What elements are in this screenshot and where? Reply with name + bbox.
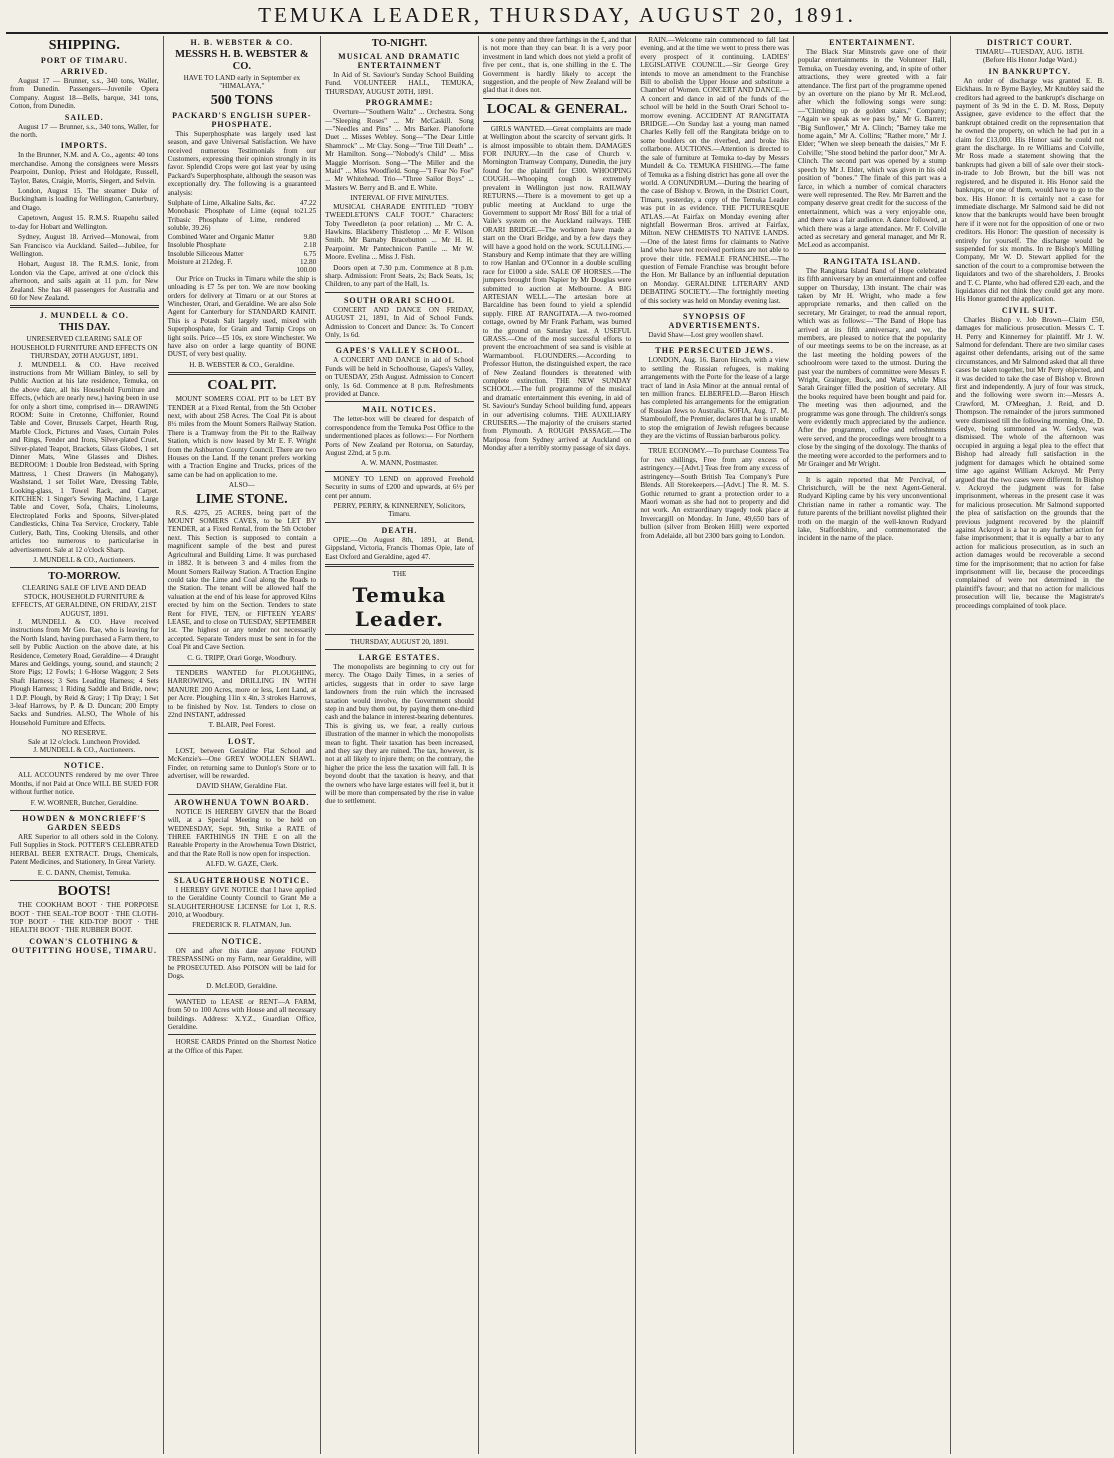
london-text: London, August 15. The steamer Duke of Buckingham is loading for Wellington, Canterbury, and Otago.: [10, 187, 159, 212]
seeds-body: ARE Superior to all others sold in the Colony. Full Supplies in Stock. POTTER'S CELEBRATED HERBAL BEER EXTRACT. Drugs, Chemicals, Patent Medicines, and Stationery, In Great Variety.: [10, 833, 159, 867]
masthead-rule: [6, 32, 1108, 34]
bankruptcy-heading: IN BANKRUPTCY.: [988, 66, 1072, 76]
webster-firm: H. B. WEBSTER & CO.: [190, 38, 294, 47]
imports-text: In the Brunner, N.M. and A. Co., agents: 40 tons merchandise. Among the consignees were Messrs Pearpoint, Dunlop, Priest and Holdgate, Russell, Taylor, Bates, Craigie, Morris, Siegert, and Selvin.: [10, 151, 159, 185]
auction2-no-reserve: NO RESERVE.: [61, 729, 107, 738]
money-signature: PERRY, PERRY, & KINNERNEY, Solicitors, Timaru.: [333, 502, 466, 519]
death-heading: DEATH.: [381, 525, 418, 535]
analysis-table: [168, 199, 317, 275]
divider: [10, 567, 159, 568]
coal-heading: COAL PIT.: [207, 378, 277, 394]
boots-body: THE COOKHAM BOOT · THE PORPOISE BOOT · THE SEAL-TOP BOOT · THE CLOTH-TOP BOOT · THE KID-TOP BOOT · THE HEALTH BOOT · THE RUBBER BOOT.: [10, 901, 159, 935]
misc-body: It is again reported that Mr Percival, of Christchurch, will be the next Agent-General. Rudyard Kipling came by his very unconventional Christian name in rather a romantic way. The future parents of the brilliant novelist plighted their troth on the margin of the well-known Rudyard lake, Staffordshire, and commemorated the incident in the name of the place.: [797, 475, 947, 543]
port-heading: PORT OF TIMARU.: [40, 56, 128, 65]
analysis-row: Insoluble Phosphate 2.18: [167, 241, 317, 250]
court-judge: (Before His Honor Judge Ward.): [982, 56, 1077, 65]
court-body1: An order of discharge was granted E. B. Eickhaus. In re Byrne Bayley, Mr Knubley said the creditors had agreed to the bankrupt's discharge on payment of 3s 9d in the £. D. M. Ross, Deputy Assignee, gave evidence to the effect that the bankrupt obtained credit on the representation that he owned the property, on which he had put in a claim for £13,000. His Honor said he could not grant the discharge. In re Williams and Colville, Mr Ross made a statement showing that the bankrupts had given a bill of sale over their stock-in-trade to Job Brown, but the bill was not registered, and he disputed it. His Honor said the bankrupts, or one of them, would have to go to the box. His Honor: It is certainly not a case for immediate discharge. Mr Salmond said he did not know that the bankrupts would have been brought here if it were not for the opposition of one or two creditors. His Honor: The question of necessity is entirely for yourself. The discharge would be suspended for six months. In re Bishop's Milling Company, Mr W. D. Stewart applied for the sanction of the court to a compromise between the liquidators and two of the shareholders, J. Brooks and T. C. Plante, who had offered £20 each, and the liquidators did not think they could get any more. His Honor granted the application.: [955, 76, 1105, 304]
mail-signature: A. W. MANN, Postmaster.: [361, 459, 438, 468]
divider: [10, 305, 159, 308]
webster-heading: MESSRS H. B. WEBSTER & CO.: [175, 49, 309, 72]
divider: [640, 308, 789, 309]
notice2-signature: D. McLEOD, Geraldine.: [206, 982, 278, 991]
divider: [798, 472, 947, 473]
column-6: [794, 36, 952, 1454]
notice-signature: F. W. WORNER, Butcher, Geraldine.: [30, 798, 138, 807]
lost-signature: DAVID SHAW, Geraldine Flat.: [196, 782, 288, 791]
lost-heading: LOST.: [227, 736, 256, 746]
programme-heading: PROGRAMME:: [365, 98, 434, 108]
gapes-body: A CONCERT AND DANCE in aid of School Funds will be held in Schoolhouse, Gapes's Valley, on TUESDAY, 25th August. Admission to Concert only, 1s 6d. Commence at 8 p.m. Refreshments provided at Dance.: [325, 356, 474, 398]
auction1-heading: THIS DAY.: [58, 322, 110, 334]
boots-signature: COWAN'S CLOTHING & OUTFITTING HOUSE, TIMARU.: [11, 936, 157, 955]
orari-heading: SOUTH ORARI SCHOOL: [343, 295, 455, 305]
coal-body: MOUNT SOMERS COAL PIT to be LET BY TENDER at a Fixed Rental, from the 5th October next, with about 258 Acres. The Coal Pit is about 8½ miles from the Mount Somers Railway Station. There is a Tramway from the Pit to the Railway Station, which is now leased by Mr E. F. Wright from the Ashburton County Council. There are two Houses on the Land. If the tenant prefers working with a Traction Engine and Trucks, prices of the same can be had on application to me.: [167, 395, 317, 479]
analysis-row: Sulphate of Lime, Alkaline Salts, &c. 47.22: [167, 199, 317, 208]
programme-list: Overture—"Southern Waltz" ... Orchestra. Song—"Sleeping Roses" ... Mr McCaskill. Song—"Needles and Pins" ... Mrs Barker. Pianoforte Duet ... Misses Webley. Song—"The Dear Little Shamrock" ... Mr Clay. Song—"True Till Death" ... Mr Hamilton. Song—"Nobody's Child" ... Miss Maggie Morrison. Song—"The Miller and the Maid" ... Miss Woodfield. Song—"I Fear No Foe" ... Mr Whitehead. Trio—"Three Sailor Boys" ... Masters W. Berry and B. and E. White.: [325, 108, 474, 192]
masthead-title: TEMUKA LEADER, THURSDAY, AUGUST 20, 1891.: [258, 3, 856, 27]
the-label: THE: [392, 570, 407, 579]
arrived-text: August 17 — Brunner, s.s., 340 tons, Waller, from Dunedin. Passengers—Juvenile Opera Company. August 18—Bells, barque, 341 tons, Cotton, from Dunedin.: [10, 77, 159, 111]
divider: [325, 401, 474, 402]
divider: [325, 634, 474, 635]
auction1-body: J. MUNDELL & CO. Have received instructions from Mr William Binley, to sell by Public Auction at his late residence, Temuka, on the above date, all his Household Furniture and Effects, (which are nearly new,) having been in use for only a short time, comprised in— DRAWING ROOM: Suite in Cretonne, Chiffonier, Round Table and Cover, Brussels Carpet, Hearth Rug, Marble Clock, Pictures and Vases, Curtain Poles and Rings, Fender and Irons, Silver-plated Cruet, Silver-plated Teapot, Brackets, Glass Globes, 1 set Dinner Mats, Wine Glasses and Dishes. BEDROOM: 1 Double Iron Bedstead, with Spring Mattress, 1 Chest Drawers (in Mahogany), Washstand, 1 set Toilet Ware, Dressing Table, Looking-glass, 1 Towel Rack, and Carpet. KITCHEN: 1 Singer's Sewing Machine, 1 Large Table and Cover, Sofa, Chairs, Linoleums, Electroplated Forks and Spoons, Silver-plated Candlesticks, China Tea Service, Crockery, Table Cutlery, Bath, Tins, Cooking Utensils, and other articles too numerous to particularise in advertisement. Sale at 12 o'clock Sharp.: [10, 360, 159, 554]
auction2-sale: Sale at 12 o'clock. Luncheon Provided.: [28, 737, 141, 746]
gapes-heading: GAPES'S VALLEY SCHOOL.: [335, 346, 464, 356]
webster-product: PACKARD'S ENGLISH SUPER-PHOSPHATE.: [172, 110, 312, 129]
divider: [168, 733, 317, 734]
doors-text: Doors open at 7.30 p.m. Commence at 8 p.m. sharp. Admission: Front Seats, 2s; Back Seats, 1s; Children, to any part of the Hall, 1s.: [325, 263, 474, 289]
analysis-row: Insoluble Siliceous Matter 6.75: [167, 249, 317, 258]
divider: [325, 564, 474, 567]
lime-heading: LIME STONE.: [196, 491, 288, 507]
slaughter-signature: FREDERICK R. FLATMAN, Jun.: [192, 921, 292, 930]
divider: [168, 1034, 317, 1035]
rangitata-heading: RANGITATA ISLAND.: [823, 256, 922, 266]
horse-cards-body: HORSE CARDS Printed on the Shortest Notice at the Office of this Paper.: [167, 1038, 317, 1055]
sailed-heading: SAILED.: [64, 112, 104, 122]
analysis-total: 100.00: [296, 266, 317, 275]
webster-tons: 500 TONS: [210, 92, 273, 108]
estates-heading: LARGE ESTATES.: [358, 652, 441, 662]
mail-body: The letter-box will be cleared for despatch of correspondence from the Temuka Post Office to the undermentioned places as follows:— For Northern Ports of New Zealand per Rotorua, on Saturday, August 22nd, at 5 p.m.: [325, 415, 474, 458]
divider: [10, 880, 159, 881]
notice2-heading: NOTICE.: [221, 936, 263, 946]
hobart-text: Hobart, August 18. The R.M.S. Ionic, from London via the Cape, arrived at one o'clock this afternoon, and sails again at 11 p.m. for New Zealand. She has 48 passengers for Australia and 60 for New Zealand.: [10, 260, 159, 302]
column-1: [6, 36, 164, 1454]
charade-text: MUSICAL CHARADE ENTITLED "TOBY TWEEDLETON'S CALF TOOT." Characters: Toby Tweedleton (a poor relation) ... Mr C. A. Hawkins. Blackberry Thistletop ... Mr F. Wilson Smith. Mr Barnaby Bracebutton ... Mr H. H. Pearpoint. Mr Pantechnicon Pantile ... Mr W. Moore. Evelina ... Miss J. Fish.: [325, 202, 474, 262]
court-date: TIMARU—TUESDAY, AUG. 18TH.: [975, 48, 1084, 56]
civil-suit-heading: CIVIL SUIT.: [1001, 305, 1058, 315]
estates-continued: s one penny and three farthings in the £, and that is not more than they can bear. It is a very poor investment in land which does not yield a profit of five per cent., that is, one shilling in the £. The Government is hardly likely to accept the suggestion, and the people of New Zealand will be glad that it does not.: [482, 36, 632, 95]
webster-body2: Our Price on Trucks in Timaru while the ship is unloading is £7 5s per ton. We are now booking orders for delivery at Timaru or at our Stores at Winchester, Orari, and Geraldine. We are also Sole Agent for Canterbury for STANDARD KAINIT. This is a Potash Salt largely used, mixed with Superphosphate, for Grain and Turnip Crops on light soils. Price—£5 10s, ex store Winchester. We have also on order a large quantity of BONE DUST, of very best quality.: [167, 274, 317, 359]
paper-title: Temuka Leader.: [352, 582, 447, 631]
local-general-heading: LOCAL & GENERAL.: [486, 101, 628, 117]
jews-body: LONDON, Aug. 16. Baron Hirsch, with a view to settling the Russian refugees, is making arrangements with the Porte for the lease of a large tract of land in Asia Minor at the annual rental of ten million francs. ELBERFELD.—Baron Hirsch has completed his arrangements for the emigration of Russian Jews to Australia. SOFIA, Aug. 17. M. Stambouloff, the Premier, declares that he is unable to stop the emigration of Jewish refugees because they are the victims of Russian barbarous policy.: [640, 356, 789, 441]
divider: [325, 292, 474, 293]
also-label: ALSO—: [228, 481, 255, 490]
synopsis-heading: SYNOPSIS OF ADVERTISEMENTS.: [668, 312, 761, 330]
analysis-row: Monobasic Phosphate of Lime (equal to Tribasic Phosphate of Lime, rendered soluble, 39.26) 21.25: [167, 207, 317, 233]
divider: [483, 121, 632, 122]
divider: [168, 994, 317, 995]
webster-body1: This Superphosphate was largely used last season, and gave Universal Satisfaction. We have received numerous Testimonials from our Customers, expressing their opinion strongly in its favor. Splendid Crops were got last year by using Packard's Superphosphate, although the season was exceptionally dry. The following is a guaranteed analysis:: [167, 129, 317, 197]
notice2-body: ON and after this date anyone FOUND TRESPASSING on my Farm, near Geraldine, will be PROSECUTED. Also POISON will be laid for Dogs.: [167, 946, 317, 980]
auction2-signature: J. MUNDELL & CO., Auctioneers.: [33, 746, 136, 755]
seeds-signature: E. C. DANN, Chemist, Temuka.: [37, 868, 131, 877]
auction1-signature: J. MUNDELL & CO., Auctioneers.: [33, 555, 136, 564]
interval-label: INTERVAL OF FIVE MINUTES.: [350, 194, 449, 203]
court-body2: Charles Bishop v. Job Brown—Claim £50, damages for malicious prosecution. Messrs C. T. H. Perry and Kinnerney for plaintiff. Mr J. W. Salmond for defendant. There are two similar cases against other defendants, arising out of the same circumstances, and Mr Salmond asked that all three cases be taken together, but Mr Perry objected, and it was decided to take the case of Bishop v. Brown first and independently. A jury of four was struck, and the following were sworn in:—Messrs A. Crawford, M. O'Meeghan, J. Reid, and D. Thompson. The remainder of the jurors summoned were dismissed till the following morning. One, D. Gedye, being summoned as W. Gedye, was dismissed. The whole of the afternoon was occupied in arguing a legal plea to the effect that Bishop had already full satisfaction in the judgment for damages which he obtained some time ago against William Ackroyd. Mr Perry argued that the two cases were different. In Bishop v. Ackroyd the judgment was for false imprisonment, whereas in the present case it was for malicious prosecution. Mr Salmond supported the plea of satisfaction on the grounds that the previous judgment recovered by the plaintiff against Ackroyd is a bar to any further action for false imprisonment; that it is equally a bar to any action for malicious prosecution, as in such an action damages would be recoverable a second time for the imprisonment; that no action for false imprisonment will lie, because the proceedings complained of were not determined in the plaintiff's favour; and that no action for malicious prosecution will lie, because the Magistrate's proceedings complained of took place.: [955, 315, 1105, 610]
column-7: [951, 36, 1108, 1454]
masthead: [0, 0, 1114, 34]
auction2-title: CLEARING SALE OF LIVE AND DEAD STOCK, HOUSEHOLD FURNITURE & EFFECTS, AT GERALDINE, ON FRIDAY, 21ST AUGUST, 1891.: [11, 584, 157, 618]
sydney-text: Sydney, August 18. Arrived—Monowai, from San Francisco via Auckland. Sailed—Jubilee, for Wellington.: [10, 233, 159, 258]
divider: [168, 872, 317, 873]
lime-signature: C. G. TRIPP, Orari Gorge, Woodbury.: [187, 653, 297, 662]
shipping-heading: SHIPPING.: [48, 38, 120, 53]
tender-body: TENDERS WANTED for PLOUGHING, HARROWING, and DRILLING IN WITH MANURE 200 Acres, more or less, Lent Land, at per Acre. Ploughing 11in x 4in, 3 strokes Harrows, to be finished by Nov. 1st. Tenders to close on 22nd INSTANT, addressed: [167, 668, 317, 719]
boots-heading: BOOTS!: [57, 884, 111, 900]
ads-body: TRUE ECONOMY.—To purchase Countess Tea for two shillings, Free from any excess of astringency.—[Advt.] Teas free from any excess of astringency—South British Tea Company's Pure Blends. All Storekeepers.—[Advt.] The R. M. S. Gothic returned to grant a protection order to a Maori woman as she had not to property and did not work. An extraordinary tragedy took place at Invercargill on Monday. In June, 49,650 bars of bullion (silver from Broken Hill) were exported from Adelaide, all but 2300 bars going to London.: [640, 447, 789, 540]
column-3: [321, 36, 479, 1454]
notice-body: ALL ACCOUNTS rendered by me over Three Months, if not Paid at Once WILL BE SUED FOR without further notice.: [10, 771, 159, 797]
divider: [10, 810, 159, 811]
capetown-text: Capetown, August 15. R.M.S. Ruapehu sailed to-day for Hobart and Wellington.: [10, 214, 159, 231]
slaughter-body: I HEREBY GIVE NOTICE that I have applied to the Geraldine County Council to Grant Me a SLAUGHTERHOUSE LICENSE for Lot 1, R.S. 2010, at Woodbury.: [167, 885, 317, 919]
webster-intro: HAVE TO LAND early in September ex "HIMALAYA,": [183, 74, 301, 91]
divider: [325, 649, 474, 650]
death-body: OPIE.—On August 8th, 1891, at Bend, Gippsland, Victoria, Francis Thomas Opie, late of East Oxford and Geraldine, aged 47.: [325, 535, 474, 561]
divider: [168, 665, 317, 666]
column-4: [479, 36, 637, 1454]
arrived-heading: ARRIVED.: [60, 67, 108, 76]
tender-signature: T. BLAIR, Peel Forest.: [208, 721, 276, 730]
mail-heading: MAIL NOTICES.: [362, 405, 437, 415]
tonight-subheading: MUSICAL AND DRAMATIC ENTERTAINMENT: [338, 52, 461, 70]
money-body: MONEY TO LEND on approved Freehold Security in sums of £200 and upwards, at 6½ per cent per annum.: [325, 474, 474, 500]
auction-firm: J. MUNDELL & CO.: [39, 311, 129, 321]
entertainment-heading: ENTERTAINMENT.: [829, 38, 916, 47]
divider: [168, 794, 317, 795]
divider: [168, 372, 317, 375]
divider: [483, 98, 632, 99]
synopsis-body: David Shaw—Lost grey woollen shawl.: [648, 331, 764, 339]
auction1-title: UNRESERVED CLEARING SALE OF HOUSEHOLD FURNITURE AND EFFECTS ON THURSDAY, 20TH AUGUST, 1891.: [10, 335, 158, 361]
court-heading: DISTRICT COURT.: [986, 38, 1073, 47]
divider: [640, 342, 789, 343]
seeds-heading: HOWDEN & MONCRIEFF'S GARDEN SEEDS: [22, 814, 147, 833]
divider: [10, 757, 159, 758]
entertainment-body: The Black Star Minstrels gave one of their popular entertainments in the Volunteer Hall, Temuka, on Tuesday evening, and, in spite of other attractions, they were greeted with a fair attendance. The first part of the programme opened by an overture on the piano by Mr R. McLeod, after which the following songs were sung:—"Climbing up de golden stairs," Company; "Again we speak as we pass by," Mr G. Barrett; "Big Sunflower," Mr A. Clinch; "Barney take me home again," Mr A. Collins; "Rather more," Mr J. Elder; "When we sleep beneath the daisies," Mr F. Colville; "She stood behind the parlor door," Mr A. Clinch. The second part was opened by a stump speech by Mr J. Elder, which was given in his old position of "bones." The finale of this part was a farce, in which a number of comical characters were well represented. The Rev. Mr Barrett and the company deserve great credit for the success of the entertainment, which was a very enjoyable one, and there was a fair audience. A dance followed, at which there was a large attendance. Mr F. Colville acted as secretary and general manager, and Mr R. McLeod as accompanist.: [797, 48, 947, 250]
analysis-row: Combined Water and Organic Matter 9.80: [167, 232, 317, 241]
rangitata-body: The Rangitata Island Band of Hope celebrated its fifth anniversary by an entertainment and coffee supper on Thursday, 13th instant. The chair was taken by Mr H. Wright, who made a few appropriate remarks, and then called on the secretary, Mr Grainger, to read the annual report, which was as follows:—"The Band of Hope has arrived at its fifth anniversary, and we, the members, are pleased to notice that the popularity of our meetings seems to be on the increase, as at the last meeting the holding powers of the schoolroom were taxed to the utmost. During the past year the numbers of committee were Messrs F. Wright, Grainger, Buck, and Watts, while Miss Sarah Grainger filled the position of secretary. All the books required have been bought and paid for. The meeting was then adjourned, and the programme was gone through. The children's songs were evidently much appreciated by the audience. After the programme, coffee and refreshments were served, and the proceedings were brought to a close by the singing of the doxology. The thanks of the meeting were accorded to the performers and to Mr Grainger and Mr Wright.: [797, 266, 947, 469]
estates-body: The monopolists are beginning to cry out for mercy. The Otago Daily Times, in a series of articles, suggests that in order to save large landowners from the ruin which the increased taxation would involve, the Government should step in and buy them out, by paying them one-third cash and the balance in interest-bearing debentures. This is giving us, we fear, a really curious illustration of the manner in which the monopolists mean to fight. Their taxation has been increased, and they say they are ruined. The tax, however, is not at all likely to injure them; on the contrary, the higher the price the less the taxation will fall. It is beyond doubt that the taxation is heavy, and that the owners who have large estates will feel it, but it will be more than compensated by the rise in value due to settlement.: [325, 662, 474, 806]
lost-body: LOST, between Geraldine Flat School and McKenzie's—One GREY WOOLLEN SHAWL. Finder, on returning same to Dunlop's Store or to advertiser, will be rewarded.: [167, 746, 317, 781]
divider: [798, 253, 947, 254]
board-heading: AROWHENUA TOWN BOARD.: [174, 797, 310, 807]
webster-signature: H. B. WEBSTER & CO., Geraldine.: [189, 360, 295, 369]
divider: [168, 933, 317, 934]
wanted-body: WANTED to LEASE or RENT—A FARM, from 50 to 100 Acres with House and all necessary buildings. Address: X.Y.Z., Guardian Office, Geraldine.: [167, 997, 317, 1031]
divider: [325, 522, 474, 523]
divider: [640, 443, 789, 444]
tonight-body: In Aid of St. Saviour's Sunday School Building Fund. VOLUNTEER HALL, TEMUKA, THURSDAY, AUGUST 20TH, 1891.: [325, 71, 474, 96]
divider: [325, 471, 474, 472]
notice-heading: NOTICE.: [64, 761, 105, 771]
imports-heading: IMPORTS.: [60, 141, 108, 151]
column-2: [164, 36, 322, 1454]
orari-body: CONCERT AND DANCE ON FRIDAY, AUGUST 21, 1891, In Aid of School Funds. Admission to Concert and Dance: 3s. To Concert Only, 1s 6d.: [325, 305, 474, 339]
news-body: RAIN.—Welcome rain commenced to fall last evening, and at the time we went to press there was every prospect of it continuing. LADIES' LEGISLATIVE COUNCIL.—Sir George Grey intends to move an amendment to the Franchise Bill to abolish the Upper House and substitute a Chamber of Women. CONCERT AND DANCE.—A concert and dance in aid of the funds of the school will be held in the South Orari School to-morrow evening. ACCIDENT AT RANGITATA BRIDGE.—On Sunday last a young man named Charles Kelly fell off the Rangitata bridge on to some boulders on the riverbed, and broke his collarbone. AUCTIONS.—Attention is directed to the sale of furniture at Temuka to-day by Messrs Mundell & Co. TEMUKA FISHING.—The fame of Temuka as a fishing district has gone all over the world. A CONUNDRUM.—During the hearing of the case of Bishop v. Brown, in the District Court, Timaru, yesterday, a copy of the Temuka Leader was put in as evidence. THE PICTURESQUE ATLAS.—At Fairfax on Monday evening after nightfall Bowerman Bros. arrived at Fairfax, Milton. NEW CHEMISTS TO NATIVE LANDS.—One of the latest firms for claimants to Native land who have not received portions are not able to prove their title. FEMALE FRANCHISE.—The question of Female Franchise was brought before the Hon. Mr Ballance by an influential deputation on Monday. GERALDINE LITERARY AND DEBATING SOCIETY.—The fortnightly meeting of this society was held on Monday evening last.: [640, 36, 789, 305]
sailed-text: August 17 — Brunner, s.s., 340 tons, Waller, for the north.: [10, 122, 159, 140]
divider: [325, 342, 474, 343]
tonight-heading: TO-NIGHT.: [371, 38, 428, 49]
lime-body: R.S. 4275, 25 ACRES, being part of the MOUNT SOMERS CAVES, to be LET BY TENDER, at a Fixed Rental, from the 5th October next. This Section is supposed to contain a magnificent sample of the best and purest Agricultural and Building Lime. It was purchased in 1882. It is between 3 and 4 miles from the Mount Somers Railway Station. A Traction Engine could take the Lime and Coal along the Roads to the Station. The tenant will be allowed half the valuation at the end of his lease for approved Kilns erected by him on the Section. Tenders to state Rent for FIVE, TEN, or FIFTEEN YEARS' LEASE, and to close on TUESDAY, SEPTEMBER 1st. The highest or any tender not necessarily accepted. Separate Tenders must be sent in for the Coal Pit and Cave Section.: [167, 508, 317, 652]
analysis-row: Moisture at 212deg. F. 12.80: [167, 257, 317, 266]
jews-heading: THE PERSECUTED JEWS.: [655, 346, 774, 356]
column-5: [636, 36, 794, 1454]
page-columns: [6, 36, 1108, 1454]
slaughter-heading: SLAUGHTERHOUSE NOTICE.: [173, 875, 310, 885]
board-body: NOTICE IS HEREBY GIVEN that the Board will, at a Special Meeting to be held on WEDNESDAY, Sept. 9th, Strike a RATE of THREE FARTHINGS IN THE £ on all the Rateable Property in the Arowhenua Town District, and that the Rate Roll is now open for inspection.: [167, 807, 317, 858]
board-signature: ALFD. W. GAZE, Clerk.: [205, 860, 279, 869]
auction2-body: J. MUNDELL & CO. Have received instructions from Mr Geo. Rae, who is leaving for the North Island, having purchased a Farm there, to sell by Public Auction on the above date, at his Residence, Cemetery Road, Geraldine— 4 Draught Mares and Geldings, young, sound, and staunch; 2 Store Pigs; 12 Fowls; 1 6-Horse Waggon; 2 Sets Shaft Harness; 3 Sets Leading Harness; 4 Sets Plough Harness; 1 Riding Saddle and Bridle, new; 1 D.P. Plough, by Reid & Gray; 1 Tip Dray; 1 Set 3-leaf Harrows, by P. & D. Duncan; 200 Empty Sacks and Sundries. ALSO, The Whole of his Household Furniture and Effects.: [10, 617, 159, 727]
auction2-heading: TO-MORROW.: [48, 571, 121, 583]
local-general-body: GIRLS WANTED.—Great complaints are made at Wellington about the scarcity of servant girls. It is almost impossible to obtain them. DAMAGES FOR INJURY.—In the case of Church v. Mornington Tramway Company, Dunedin, the jury found for the plaintiff for £300. WHOOPING COUGH.—Whooping cough is extremely prevalent in Wellington just now. RAILWAY RETURNS.—There is a movement to get up a public meeting at Auckland to urge the Government to support Mr Ross' Bill for a trial of Vaile's system on the Auckland railways. THE ORARI BRIDGE.—The workmen have made a start on the Orari Bridge, and by a few days they will have a good hold on the work. SCULLING.—Stansbury and Kemp intimate that they are willing to row Hanlan and O'Connor in a double sculling race for £1000 a side. SALE OF HORSES.—The jumpers brought from Napier by Mr Douglas were submitted to auction at Melbourne. A BIG ARTESIAN WELL.—The artesian bore at Barcaldine has been found to yield a splendid supply. FIRE AT RANGITATA.—A two-roomed cottage, owned by Mr Frank Parham, was burned to the ground on Saturday last. A USEFUL GRASS.—One of the most successful efforts to prevent the encroachment of sea sand is visible at Warrnambool. FLOUNDERS.—According to Professor Hutton, the distinguished expert, the race of New Zealand flounders is threatened with complete extinction. THE NEW SUNDAY SCHOOL.—The full programme of the musical and dramatic entertainment this evening, in aid of St. Saviour's Sunday School building fund, appears in our advertising columns. THE AUXILIARY CRUISERS.—The majority of the cruisers started from Plymouth. A ROUGH PASSAGE.—The Mariposa from Sydney arrived at Auckland on Monday after a terribly stormy passage of six days.: [482, 124, 632, 453]
dateline: THURSDAY, AUGUST 20, 1891.: [350, 637, 449, 646]
